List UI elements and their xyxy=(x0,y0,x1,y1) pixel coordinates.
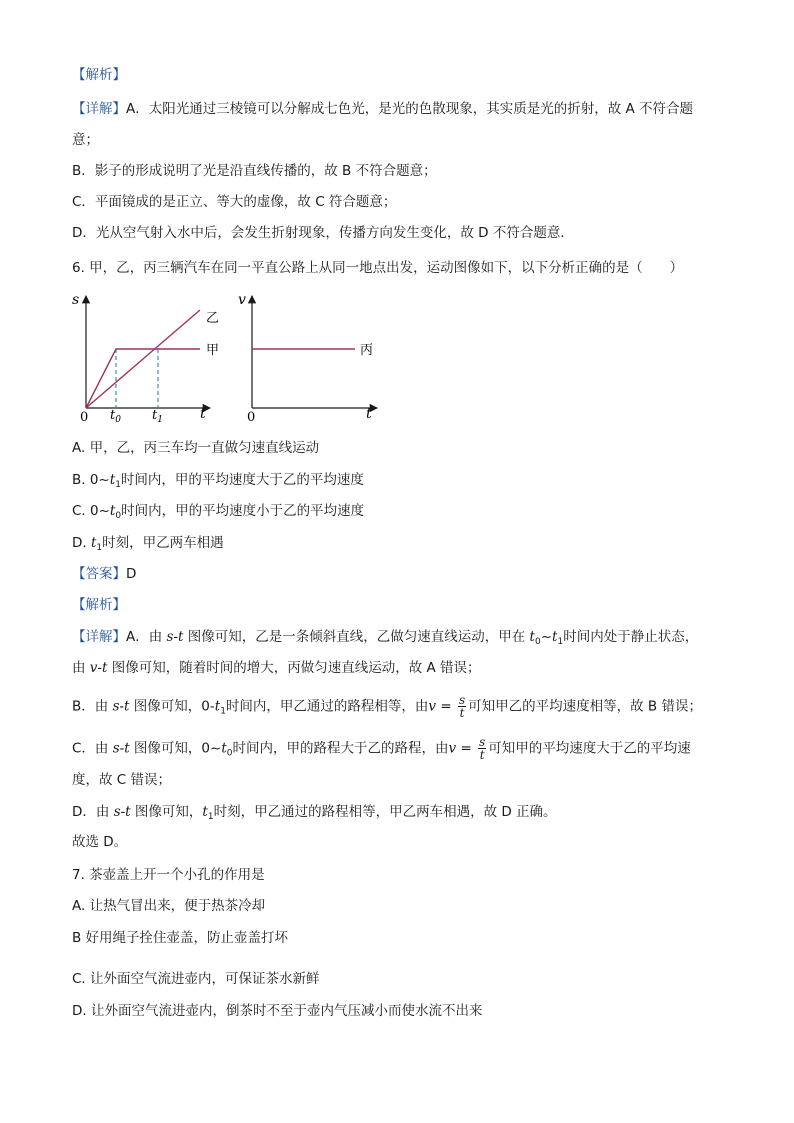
detail-tag: 【详解】 xyxy=(72,101,126,117)
explain-a-line1: 【详解】A．由 s-t 图像可知，乙是一条倾斜直线，乙做匀速直线运动，甲在 $t_0\sim t_1$时间内处于静止状态， xyxy=(72,629,699,647)
explain-a-line2: 由 v-t 图像可知，随着时间的增大，丙做匀速直线运动，故 A 错误； xyxy=(72,660,481,676)
option-d: D. $t_1$时刻，甲乙两车相遇 xyxy=(72,535,224,553)
s-axis-label: s xyxy=(72,292,80,308)
answer-tag: 【答案】 xyxy=(72,566,126,582)
label-yi: 乙 xyxy=(206,311,220,326)
explain-b: B．由 s-t 图像可知，$0-t_1$时间内，甲乙通过的路程相等，由v = $\frac{s}{t}$ 可知甲乙的平均速度相等，故 B 错误； xyxy=(72,693,702,720)
answer-value: D xyxy=(126,566,137,582)
line-yi xyxy=(86,310,200,408)
answer-line xyxy=(72,565,734,583)
option-b: B. $0\sim t_1$时间内，甲的平均速度大于乙的平均速度 xyxy=(72,472,364,490)
origin-label: 0 xyxy=(80,410,89,425)
detail-text-a1: A．太阳光通过三棱镜可以分解成七色光，是光的色散现象，其实质是光的折射，故 A 不符合题 xyxy=(126,101,694,117)
v-t-graph xyxy=(238,292,377,425)
line-jia xyxy=(86,349,200,408)
question-7-stem: 7. 茶壶盖上开一个小孔的作用是 xyxy=(72,867,265,883)
option-a: A. 甲，乙，丙三车均一直做匀速直线运动 xyxy=(72,440,320,456)
conclusion: 故选 D。 xyxy=(72,834,128,850)
explain-c-line2: 度，故 C 错误； xyxy=(72,772,172,788)
q7-option-a: A. 让热气冒出来，便于热茶冷却 xyxy=(72,898,266,914)
analysis-heading-q6: 【解析】 xyxy=(72,597,126,613)
label-jia: 甲 xyxy=(206,343,220,358)
q7-option-c: C. 让外面空气流进壶内，可保证茶水新鲜 xyxy=(72,971,320,987)
t-axis-label: t xyxy=(200,406,206,422)
origin-label-2: 0 xyxy=(247,410,256,425)
detail-line-d: D．光从空气射入水中后，会发生折射现象，传播方向发生变化，故 D 不符合题意． xyxy=(72,225,574,241)
detail-line-a2: 意； xyxy=(72,132,99,148)
s-t-graph xyxy=(72,292,219,425)
detail-line-b: B．影子的形成说明了光是沿直线传播的，故 B 不符合题意； xyxy=(72,163,437,179)
q7-option-b: B 好用绳子拴住壶盖，防止壶盖打坏 xyxy=(72,930,289,946)
fraction-s-over-t-2: $\frac{s}{t}$ xyxy=(479,735,486,762)
fraction-s-over-t: $\frac{s}{t}$ xyxy=(458,693,466,720)
detail-line-a1 xyxy=(72,100,734,118)
explain-c-line1: C．由 s-t 图像可知，$0\sim t_0$时间内，甲的路程大于乙的路程，由v = $\frac{s}{t}$ 可知甲的平均速度大于乙的平均速 xyxy=(72,735,691,762)
t-axis-label-2: t xyxy=(366,406,372,422)
question-6-stem: 6. 甲，乙，丙三辆汽车在同一平直公路上从同一地点出发，运动图像如下，以下分析正确的是（ ） xyxy=(72,260,684,276)
t1-label: $t_1$ xyxy=(152,408,163,425)
analysis-heading: 【解析】 xyxy=(72,67,126,83)
v-axis-label: v xyxy=(238,292,246,308)
label-bing: 丙 xyxy=(360,343,374,358)
detail-line-c: C．平面镜成的是正立、等大的虚像，故 C 符合题意； xyxy=(72,194,397,210)
q7-option-d: D. 让外面空气流进壶内，倒茶时不至于壶内气压减小而使水流不出来 xyxy=(72,1003,483,1019)
option-c: C. $0\sim t_0$时间内，甲的平均速度小于乙的平均速度 xyxy=(72,503,365,521)
explain-d: D．由 s-t 图像可知，$t_1$时刻，甲乙通过的路程相等，甲乙两车相遇，故 D 正确。 xyxy=(72,804,557,822)
motion-graphs xyxy=(72,288,392,428)
t0-label: $t_0$ xyxy=(110,408,121,425)
